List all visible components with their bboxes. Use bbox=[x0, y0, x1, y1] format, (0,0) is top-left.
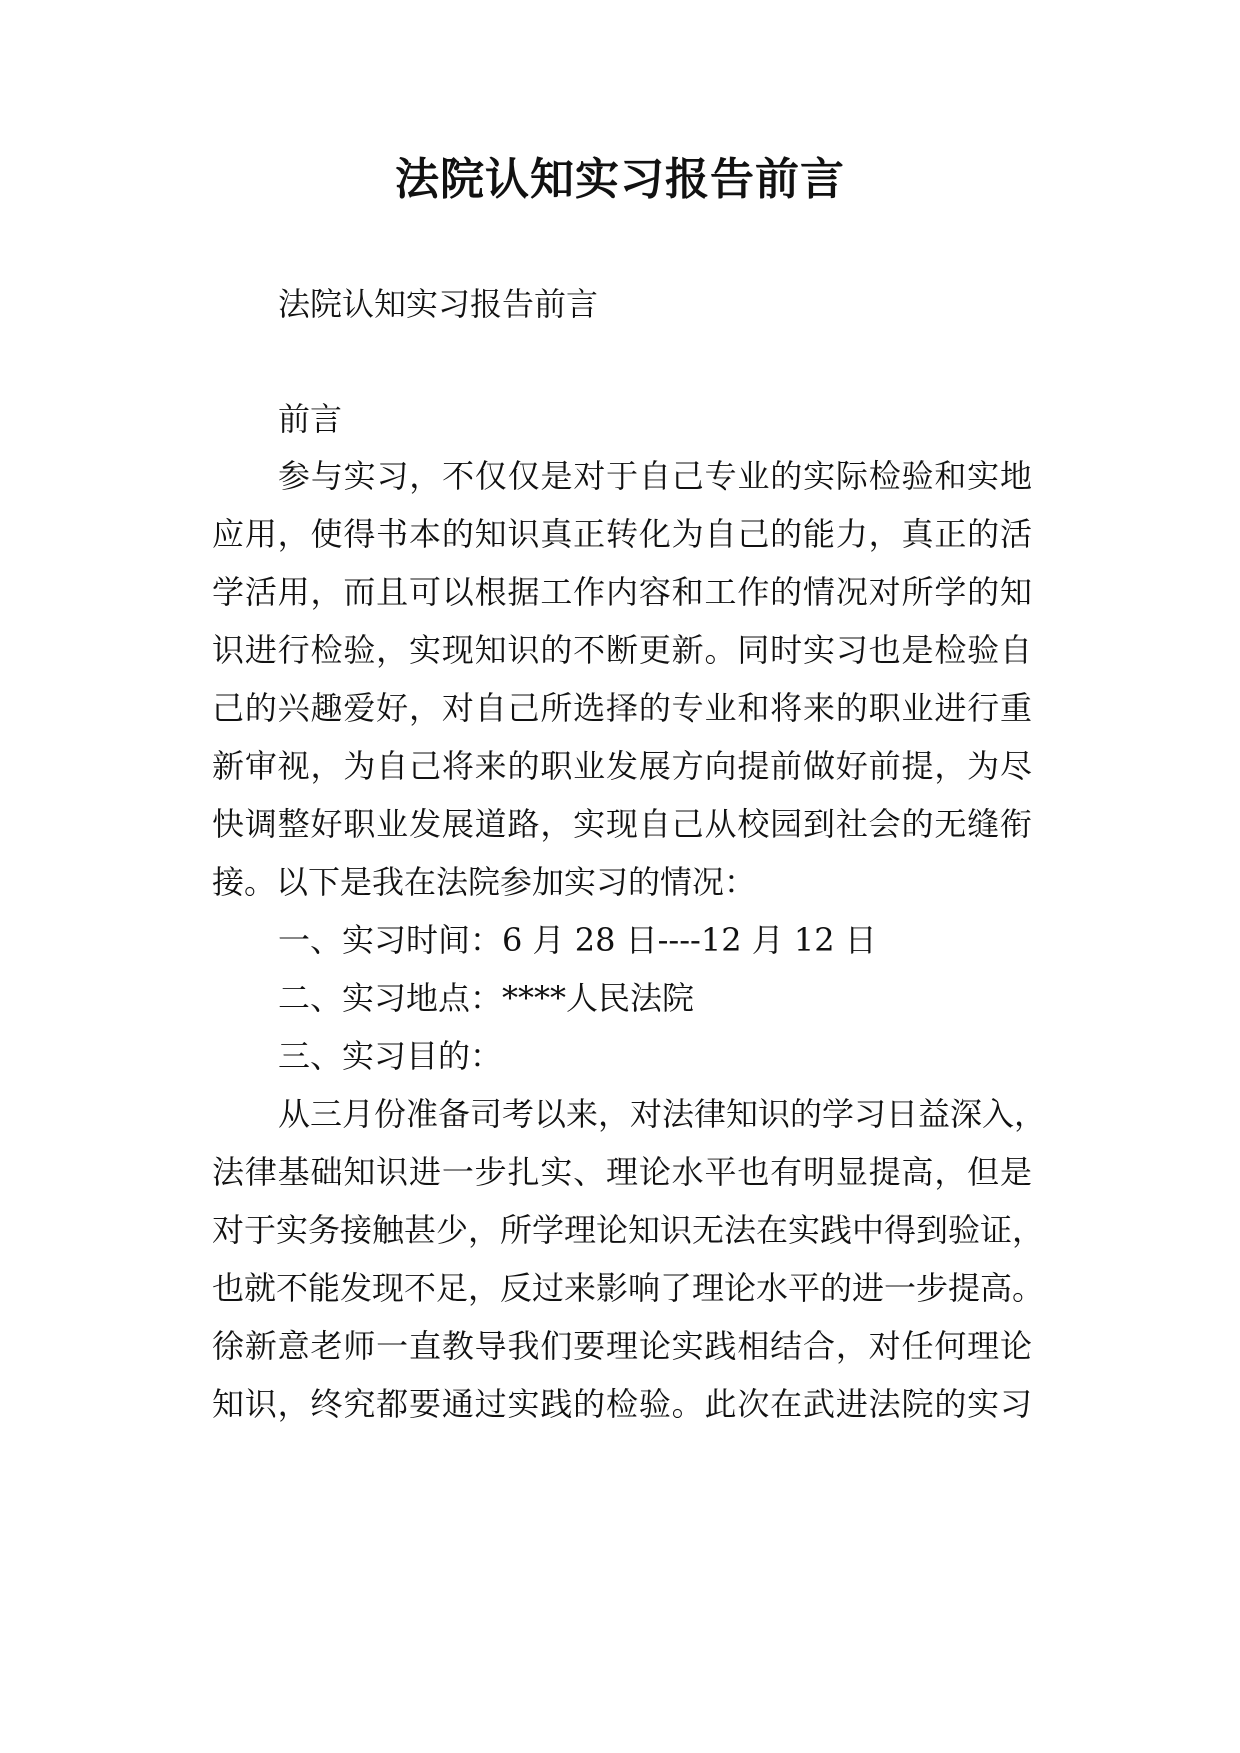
paragraph1-line-7: 快调整好职业发展道路，实现自己从校园到社会的无缝衔 bbox=[212, 805, 1032, 843]
paragraph1-line-8: 接。以下是我在法院参加实习的情况： bbox=[212, 863, 757, 901]
internship-location: 二、实习地点：****人民法院 bbox=[278, 979, 695, 1017]
paragraph1-line-3: 学活用，而且可以根据工作内容和工作的情况对所学的知 bbox=[212, 573, 1032, 611]
internship-time: 一、实习时间：6 月 28 日----12 月 12 日 bbox=[278, 921, 877, 959]
paragraph1-line-6: 新审视，为自己将来的职业发展方向提前做好前提，为尽 bbox=[212, 747, 1032, 785]
paragraph1-line-2: 应用，使得书本的知识真正转化为自己的能力，真正的活 bbox=[212, 515, 1032, 553]
paragraph1-line-1: 参与实习，不仅仅是对于自己专业的实际检验和实地 bbox=[278, 457, 1032, 495]
paragraph2-line-5: 徐新意老师一直教导我们要理论实践相结合，对任何理论 bbox=[212, 1327, 1032, 1365]
paragraph1-line-4: 识进行检验，实现知识的不断更新。同时实习也是检验自 bbox=[212, 631, 1032, 669]
preface-heading: 前言 bbox=[278, 400, 343, 438]
document-title: 法院认知实习报告前言 bbox=[395, 154, 845, 205]
paragraph2-line-1: 从三月份准备司考以来，对法律知识的学习日益深入， bbox=[278, 1095, 1047, 1133]
paragraph1-line-5: 己的兴趣爱好，对自己所选择的专业和将来的职业进行重 bbox=[212, 689, 1032, 727]
internship-purpose-heading: 三、实习目的： bbox=[278, 1037, 503, 1075]
paragraph2-line-6: 知识，终究都要通过实践的检验。此次在武进法院的实习 bbox=[212, 1385, 1032, 1423]
paragraph2-line-4: 也就不能发现不足，反过来影响了理论水平的进一步提高。 bbox=[212, 1269, 1045, 1307]
document-subtitle: 法院认知实习报告前言 bbox=[278, 285, 599, 323]
paragraph2-line-3: 对于实务接触甚少，所学理论知识无法在实践中得到验证， bbox=[212, 1211, 1045, 1249]
paragraph2-line-2: 法律基础知识进一步扎实、理论水平也有明显提高，但是 bbox=[212, 1153, 1032, 1191]
